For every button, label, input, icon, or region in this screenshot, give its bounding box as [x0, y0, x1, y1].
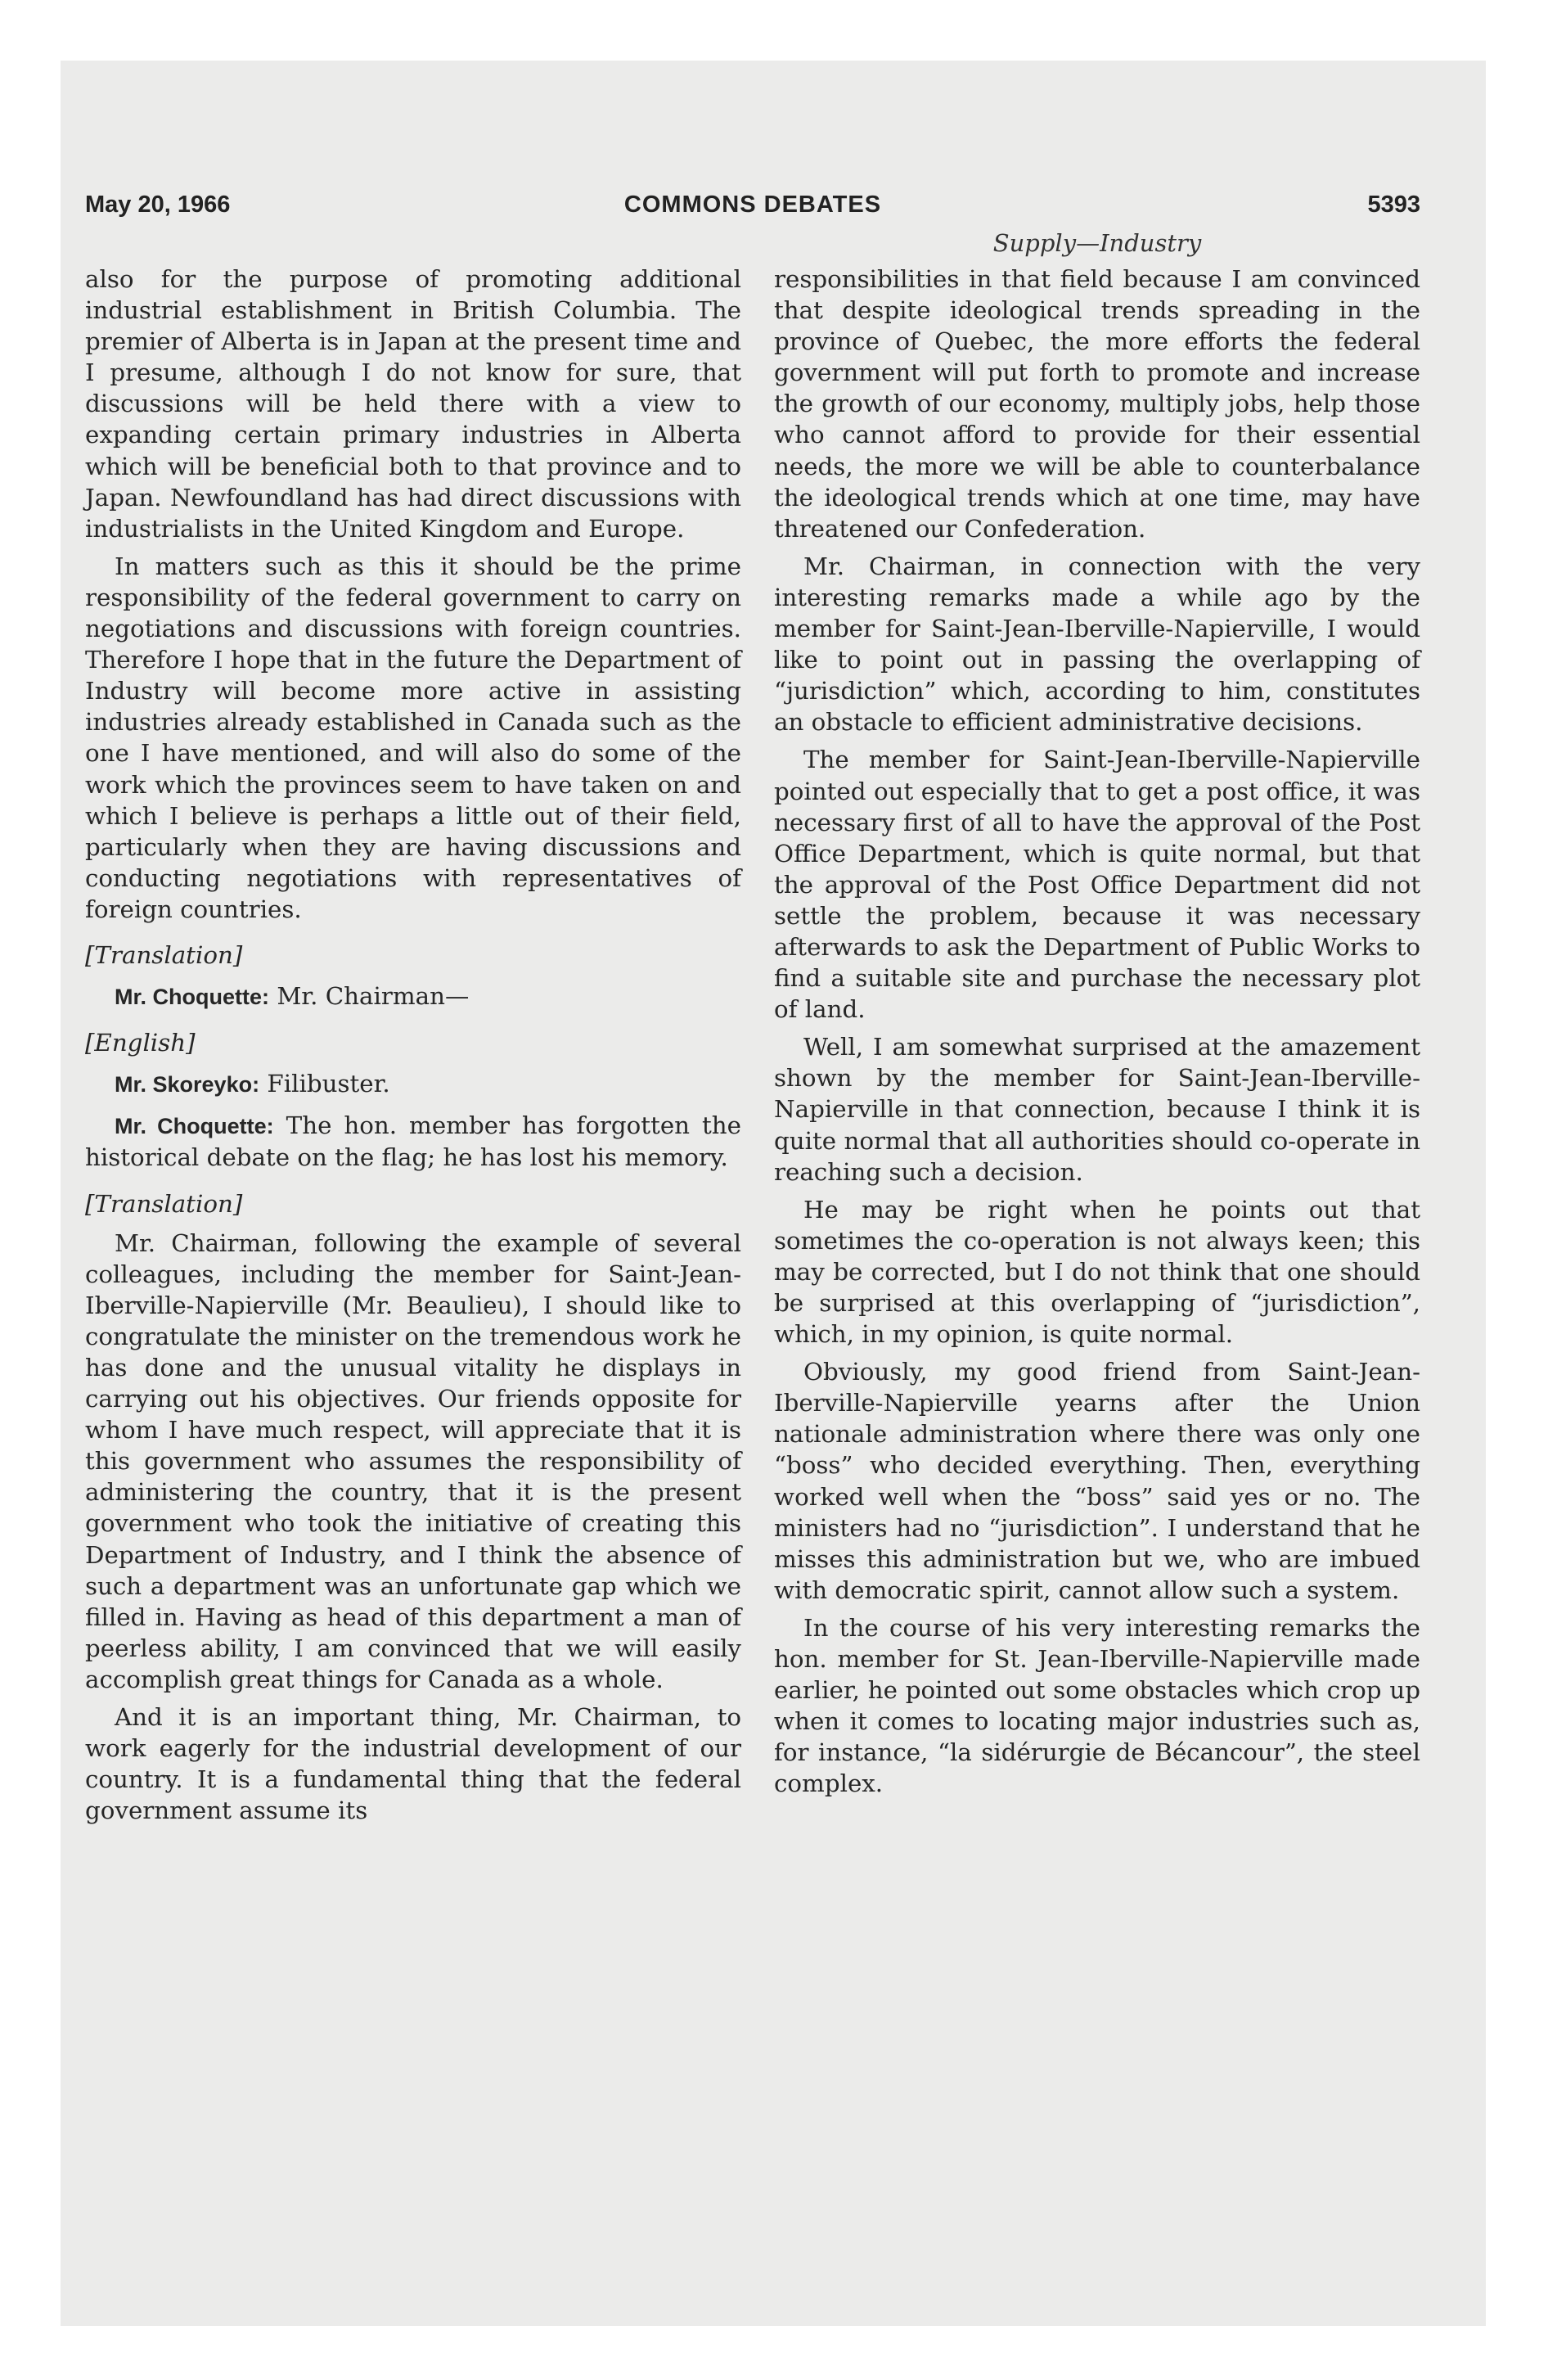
- paragraph: also for the purpose of promoting additional industrial establishment in British Columbia. The premier of Alberta is in Japan at the present time and I presume, although I do not know for sure, that discussions will be held there with a view to expanding certain primary industries in Alberta which will be beneficial both to that province and to Japan. Newfoundland has had direct discussions with industrialists in the United Kingdom and Europe.: [85, 265, 741, 543]
- header-publication: COMMONS DEBATES: [623, 192, 882, 218]
- paragraph: Mr. Chairman, following the example of several colleagues, including the member for Saint-Jean-Iberville-Napierville (Mr. Beaulieu), I should like to congratulate the minister on the tremendous work he has done and the unusual vitality he displays in carrying out his objectives. Our friends opposite for whom I have much respect, will appreciate that it is this government who assumes the responsibility of administering the country, that it is the present government who took the initiative of creating this Department of Industry, and I think the absence of such a department was an unfortunate gap which we filled in. Having as head of this department a man of peerless ability, I am convinced that we will easily accomplish great things for Canada as a whole.: [85, 1228, 741, 1693]
- header-date: May 20, 1966: [85, 192, 231, 218]
- paragraph: In the course of his very interesting remarks the hon. member for St. Jean-Iberville-Napierville made earlier, he pointed out some obstacles which crop up when it comes to locating major industries such as, for instance, “la sidérurgie de Bécancour”, the steel complex.: [774, 1613, 1420, 1798]
- speech: [85, 1068, 741, 1100]
- paragraph: Obviously, my good friend from Saint-Jean-Iberville-Napierville yearns after the Union nationale administration where there was only one “boss” who decided everything. Then, everything worked well when the “boss” said yes or no. The ministers had no “jurisdiction”. I understand that he misses this administration but we, who are imbued with democratic spirit, cannot allow such a system.: [774, 1358, 1420, 1604]
- speech-text: Filibuster.: [259, 1070, 390, 1098]
- speaker-name: Mr. Choquette:: [115, 985, 269, 1010]
- header-page-number: 5393: [1367, 192, 1420, 218]
- section-subheading: Supply—Industry: [992, 229, 1202, 257]
- paragraph: Mr. Chairman, in connection with the very interesting remarks made a while ago by the member for Saint-Jean-Iberville-Napierville, I would like to point out in passing the overlapping of “jurisdiction” which, according to him, constitutes an obstacle to efficient administrative decisions.: [774, 552, 1420, 737]
- speaker-name: Mr. Choquette:: [115, 1114, 274, 1139]
- paragraph: Well, I am somewhat surprised at the amazement shown by the member for Saint-Jean-Iberville-Napierville in that connection, because I think it is quite normal that all authorities should co-operate in reaching such a decision.: [774, 1033, 1420, 1186]
- paragraph: And it is an important thing, Mr. Chairman, to work eagerly for the industrial development of our country. It is a fundamental thing that the federal government assume its: [85, 1703, 741, 1825]
- language-tag: [Translation]: [85, 940, 243, 969]
- paragraph: In matters such as this it should be the prime responsibility of the federal government to carry on negotiations and discussions with foreign countries. Therefore I hope that in the future the Department of Industry will become more active in assisting industries already established in Canada such as the one I have mentioned, and will also do some of the work which the provinces seem to have taken on and which I believe is perhaps a little out of their field, particularly when they are having discussions and conducting negotiations with representatives of foreign countries.: [85, 552, 741, 923]
- speech: [85, 980, 741, 1012]
- speech-text: The hon. member has forgotten the historical debate on the flag; he has lost his memory.: [85, 1111, 741, 1172]
- left-column: [85, 264, 741, 1832]
- language-tag: [Translation]: [85, 1189, 243, 1218]
- speech-text: Mr. Chairman—: [269, 982, 470, 1011]
- paragraph: responsibilities in that field because I am convinced that despite ideological trends spreading in the province of Quebec, the more efforts the federal government will put forth to promote and increase the growth of our economy, multiply jobs, help those who cannot afford to provide for their essential needs, the more we will be able to counterbalance the ideological trends which at one time, may have threatened our Confederation.: [774, 265, 1420, 543]
- language-tag: [English]: [85, 1029, 196, 1057]
- speaker-name: Mr. Skoreyko:: [115, 1072, 260, 1098]
- right-column: [774, 264, 1420, 1806]
- paragraph: He may be right when he points out that sometimes the co-operation is not always keen; this may be corrected, but I do not think that one should be surprised at this overlapping of “jurisdiction”, which, in my opinion, is quite normal.: [774, 1195, 1420, 1349]
- speech: [85, 1110, 741, 1173]
- page-header: [85, 192, 1420, 228]
- paragraph: The member for Saint-Jean-Iberville-Napierville pointed out especially that to get a post office, it was necessary first of all to have the approval of the Post Office Department, which is quite normal, but that the approval of the Post Office Department did not settle the problem, because it was necessary afterwards to ask the Department of Public Works to find a suitable site and purchase the necessary plot of land.: [774, 746, 1420, 1024]
